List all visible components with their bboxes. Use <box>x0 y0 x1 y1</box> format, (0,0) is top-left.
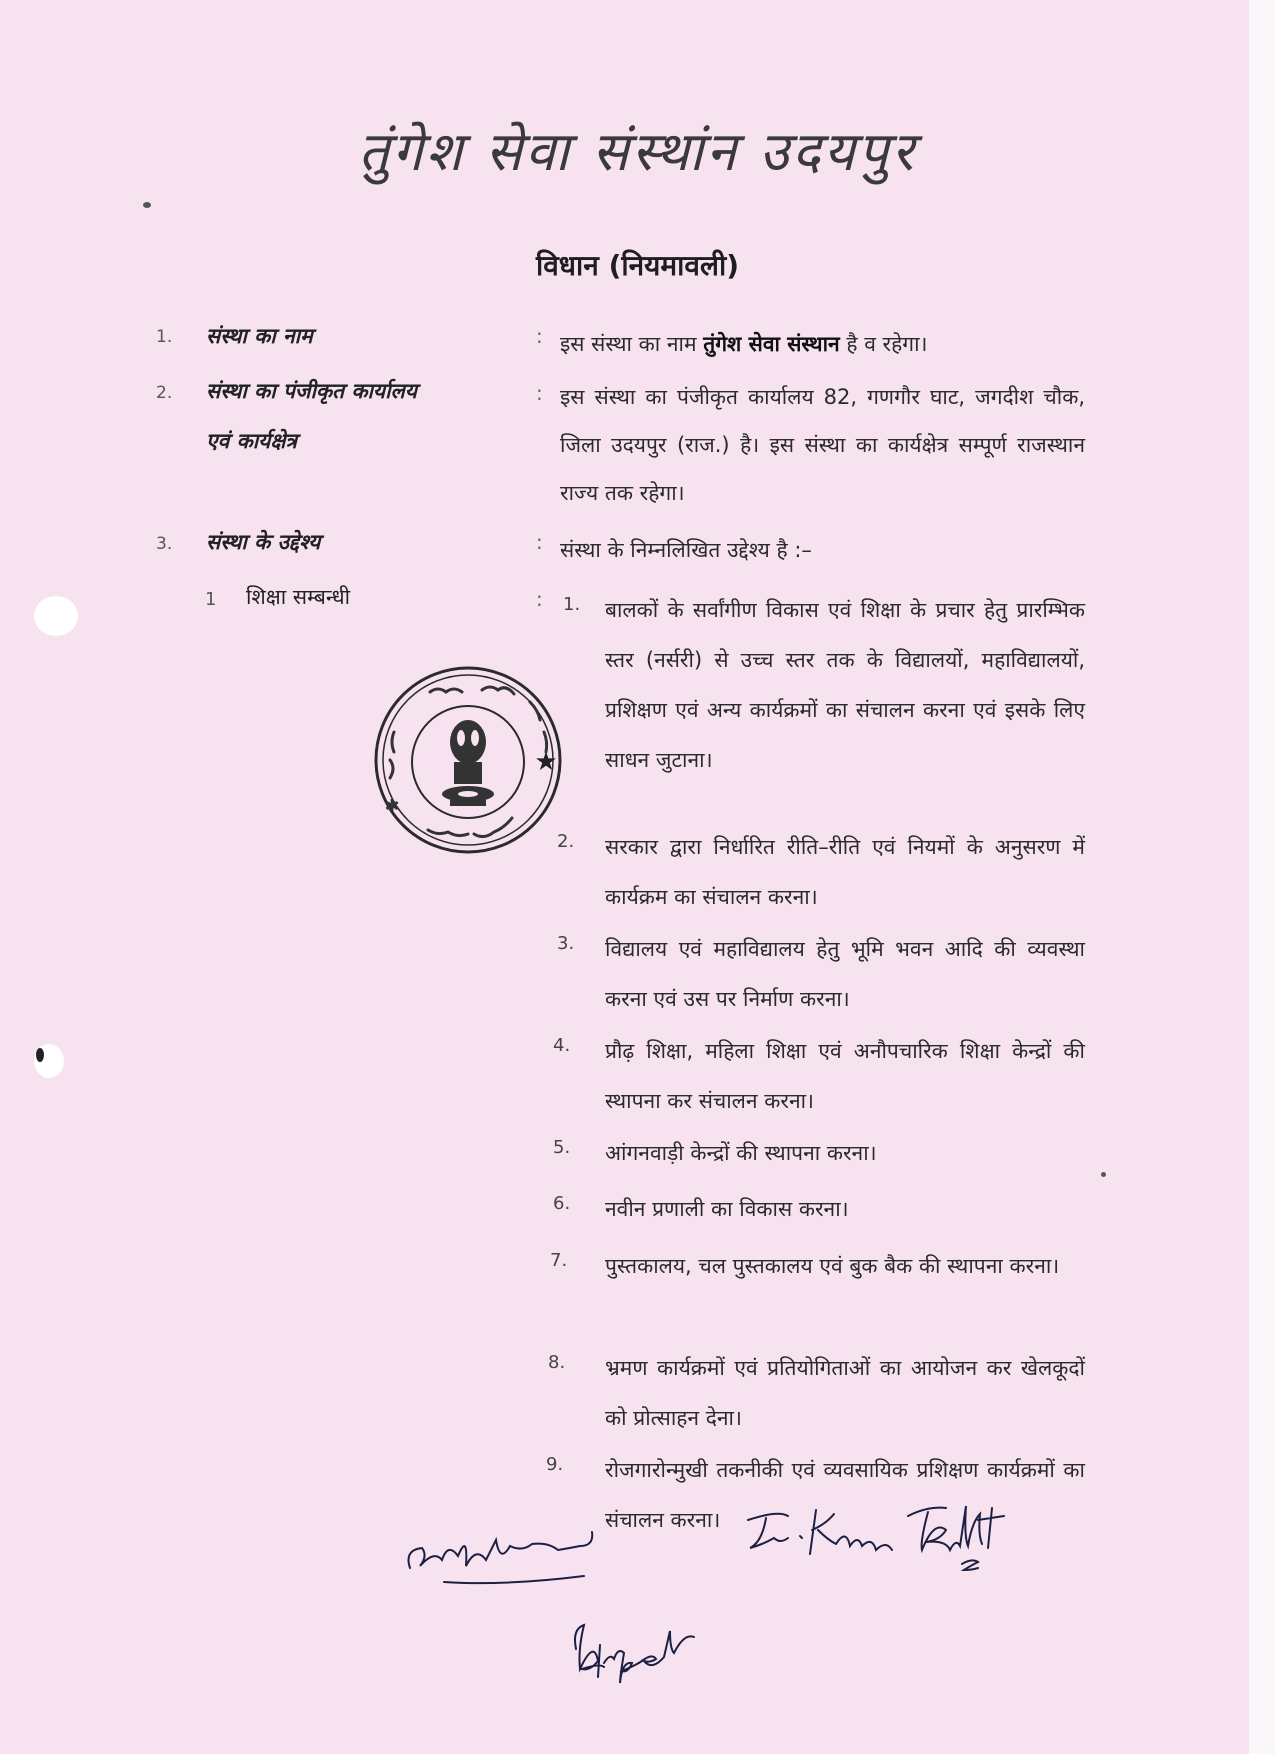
section-1-text: इस संस्था का नाम तुंगेश सेवा संस्थान है व रहेगा। <box>560 332 928 356</box>
subsection-number: 1 <box>205 589 217 610</box>
objective-7-text: पुस्तकालय, चल पुस्तकालय एवं बुक बैक की स्थापना करना। <box>605 1254 1060 1278</box>
section-2-label-line1: संस्था का पंजीकृत कार्यालय <box>206 379 417 403</box>
svg-text:✱: ✱ <box>384 796 400 817</box>
objective-3-text: विद्यालय एवं महाविद्यालय हेतु भूमि भवन आदि की व्यवस्था करना एवं उस पर निर्माण करना। <box>605 937 1085 1011</box>
objective-3-number: 3. <box>557 933 575 954</box>
section-2-text: इस संस्था का पंजीकृत कार्यालय 82, गणगौर घाट, जगदीश चौक, जिला उदयपुर (राज.) है। इस संस्था का कार्यक्षेत्र सम्पूर्ण राजस्थान राज्य तक रहेगा। <box>560 385 1085 505</box>
objective-6-number: 6. <box>553 1193 571 1214</box>
page-title: तुंगेश सेवा संस्थांन उदयपुर <box>358 120 917 183</box>
objective-5-text: आंगनवाड़ी केन्द्रों की स्थापना करना। <box>605 1141 877 1165</box>
objective-2-number: 2. <box>557 831 575 852</box>
section-2-number: 2. <box>156 383 173 403</box>
objective-5-number: 5. <box>553 1137 571 1158</box>
objective-9-text: रोजगारोन्मुखी तकनीकी एवं व्यवसायिक प्रशिक्षण कार्यक्रमों का संचालन करना। <box>605 1458 1085 1532</box>
objective-2-text: सरकार द्वारा निर्धारित रीति–रीति एवं नियमों के अनुसरण में कार्यक्रम का संचालन करना। <box>605 835 1085 909</box>
objective-8-text: भ्रमण कार्यक्रमों एवं प्रतियोगिताओं का आयोजन कर खेलकूदों को प्रोत्साहन देना। <box>605 1356 1085 1430</box>
scan-artifact <box>34 596 78 636</box>
section-1-colon: : <box>536 324 543 348</box>
section-3-text: संस्था के निम्नलिखित उद्देश्य है :– <box>560 538 812 562</box>
objective-8-number: 8. <box>548 1352 566 1373</box>
objective-7-number: 7. <box>550 1250 568 1271</box>
objective-6-text: नवीन प्रणाली का विकास करना। <box>605 1197 849 1221</box>
scan-artifact <box>143 202 151 208</box>
section-3-colon: : <box>536 530 543 554</box>
objective-1-text: बालकों के सर्वांगीण विकास एवं शिक्षा के प्रचार हेतु प्रारम्भिक स्तर (नर्सरी) से उच्च स्तर तक के विद्यालयों, महाविद्यालयों, प्रशिक्षण एवं अन्य कार्यक्रमों का संचालन करना एवं इसके लिए साधन जुटाना। <box>605 598 1085 772</box>
section-3-number: 3. <box>156 534 173 554</box>
section-1-number: 1. <box>156 327 173 347</box>
subsection-colon: : <box>536 587 543 611</box>
signature-1 <box>404 1528 634 1586</box>
signature-2 <box>740 1490 1050 1580</box>
official-seal <box>370 662 566 858</box>
document-subtitle: विधान (नियमावली) <box>535 249 739 282</box>
section-1-label: संस्था का नाम <box>206 324 313 348</box>
section-2-colon: : <box>536 381 543 405</box>
objective-4-text: प्रौढ़ शिक्षा, महिला शिक्षा एवं अनौपचारिक शिक्षा केन्द्रों की स्थापना कर संचालन करना। <box>605 1039 1085 1113</box>
signature-3 <box>566 1605 726 1685</box>
subsection-label: शिक्षा सम्बन्धी <box>246 585 351 609</box>
punch-hole-mark <box>36 1048 44 1062</box>
scan-artifact <box>1101 1172 1106 1177</box>
objective-9-number: 9. <box>546 1454 564 1475</box>
objective-4-number: 4. <box>553 1035 571 1056</box>
section-2-label-line2: एवं कार्यक्षेत्र <box>206 429 297 453</box>
svg-text:★: ★ <box>534 747 558 777</box>
section-3-label: संस्था के उद्देश्य <box>206 530 321 554</box>
objective-1-number: 1. <box>563 594 581 615</box>
